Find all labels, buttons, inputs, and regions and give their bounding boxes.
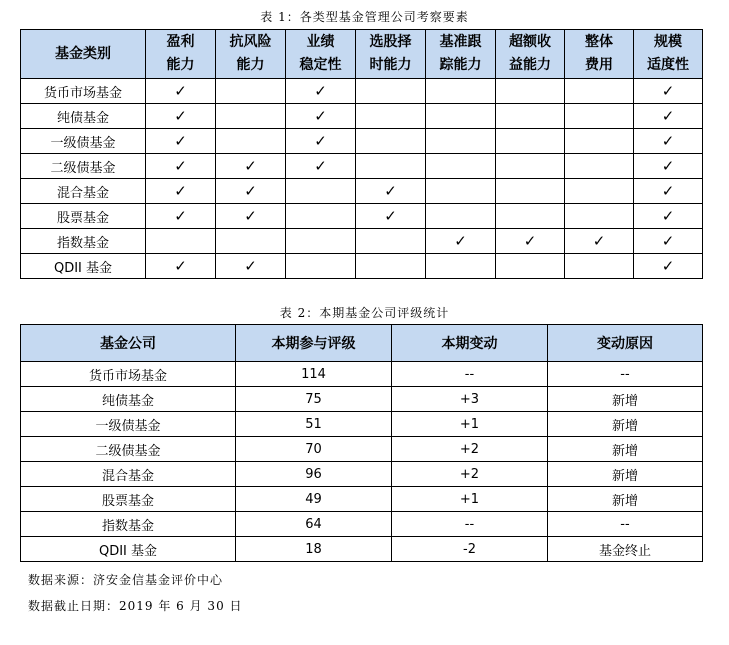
change-reason-cell: 新增 [548,462,703,487]
checkmark-icon: ✓ [523,232,537,250]
table2-header-row [21,325,703,362]
table1-header-cell [216,30,286,79]
factor-cell [146,79,216,104]
factor-cell [565,129,634,154]
table-row [21,487,703,512]
table1-header-text: 基准跟 [439,34,482,50]
factor-cell [356,254,426,279]
factor-cell [146,154,216,179]
factor-cell [565,104,634,129]
table2-caption: 表 2：本期基金公司评级统计 [279,306,450,320]
table-row [21,129,703,154]
factor-cell [634,254,703,279]
participation-count-cell: 70 [236,437,392,462]
table-row [21,537,703,562]
factor-cell [426,229,496,254]
factor-cell [146,104,216,129]
table1-header-text: 稳定性 [299,57,342,73]
evaluation-factors-table [20,29,703,279]
table2-header-cell: 本期变动 [392,325,548,362]
factor-cell [634,179,703,204]
factor-cell [286,229,356,254]
factor-cell [565,179,634,204]
factor-cell [356,104,426,129]
change-cell: -- [392,362,548,387]
factor-cell [496,204,565,229]
table1-header-text: 规模 [654,34,682,50]
table1-header-text: 益能力 [509,57,551,73]
checkmark-icon: ✓ [384,207,397,225]
participation-count-cell: 18 [236,537,392,562]
checkmark-icon: ✓ [661,232,675,250]
change-reason-cell: 新增 [548,412,703,437]
factor-cell [426,204,496,229]
table-row [21,387,703,412]
factor-cell [356,129,426,154]
table-row [21,362,703,387]
rating-statistics-table [20,324,703,562]
factor-cell [286,129,356,154]
factor-cell [216,129,286,154]
factor-cell [565,229,634,254]
change-cell: +2 [392,437,548,462]
checkmark-icon: ✓ [174,207,187,225]
table1-header-cell [286,30,356,79]
factor-cell [286,254,356,279]
change-reason-cell: 基金终止 [548,537,703,562]
change-cell: -2 [392,537,548,562]
table-row [21,104,703,129]
checkmark-icon: ✓ [661,257,675,275]
table1-header-text: 选股择 [369,34,412,50]
checkmark-icon: ✓ [661,157,675,175]
fund-type-cell: 货币市场基金 [21,79,146,104]
factor-cell [216,104,286,129]
factor-cell [634,229,703,254]
change-reason-cell: 新增 [548,387,703,412]
checkmark-icon: ✓ [314,107,327,125]
table1-header-text: 抗风险 [229,34,272,50]
factor-cell [216,254,286,279]
table1-header-text: 盈利 [166,34,195,50]
factor-cell [426,254,496,279]
table-row [21,512,703,537]
table1-header-text: 基金类别 [55,45,111,62]
table1-header-text: 整体 [585,34,613,50]
checkmark-icon: ✓ [314,82,327,100]
factor-cell [146,254,216,279]
factor-cell [496,129,565,154]
factor-cell [216,179,286,204]
factor-cell [356,154,426,179]
checkmark-icon: ✓ [174,132,187,150]
table1-header-text: 时能力 [369,57,412,73]
factor-cell [565,254,634,279]
checkmark-icon: ✓ [661,82,675,100]
fund-company-cell: 纯债基金 [21,387,236,412]
table1-header-cell [634,30,703,79]
participation-count-cell: 75 [236,387,392,412]
factor-cell [146,179,216,204]
checkmark-icon: ✓ [592,232,606,250]
checkmark-icon: ✓ [174,257,187,275]
data-cutoff-note: 数据截止日期：2019 年 6 月 30 日 [28,599,243,613]
change-cell: +1 [392,412,548,437]
factor-cell [496,254,565,279]
factor-cell [286,154,356,179]
table-row [21,437,703,462]
checkmark-icon: ✓ [454,232,467,250]
checkmark-icon: ✓ [174,157,187,175]
table1-header-text: 能力 [236,57,265,73]
table-row [21,412,703,437]
table1-header-text: 业绩 [306,34,335,50]
factor-cell [565,204,634,229]
table-row [21,254,703,279]
checkmark-icon: ✓ [174,82,187,100]
change-reason-cell: -- [548,512,703,537]
participation-count-cell: 49 [236,487,392,512]
table1-header-cell [21,30,146,79]
factor-cell [356,79,426,104]
table1-header-cell [356,30,426,79]
table2-header-cell: 本期参与评级 [236,325,392,362]
checkmark-icon: ✓ [244,182,257,200]
change-cell: +3 [392,387,548,412]
table-row [21,154,703,179]
checkmark-icon: ✓ [244,157,257,175]
factor-cell [565,154,634,179]
factor-cell [496,104,565,129]
table1-header-cell [146,30,216,79]
change-cell: +1 [392,487,548,512]
checkmark-icon: ✓ [244,207,257,225]
factor-cell [426,79,496,104]
table-row [21,179,703,204]
table-row [21,79,703,104]
table-row [21,204,703,229]
fund-company-cell: 指数基金 [21,512,236,537]
checkmark-icon: ✓ [661,207,675,225]
change-reason-cell: -- [548,362,703,387]
participation-count-cell: 51 [236,412,392,437]
checkmark-icon: ✓ [661,182,675,200]
participation-count-cell: 96 [236,462,392,487]
table1-header-text: 适度性 [647,57,689,73]
fund-company-cell: 混合基金 [21,462,236,487]
change-reason-cell: 新增 [548,487,703,512]
factor-cell [216,204,286,229]
table-row [21,229,703,254]
factor-cell [286,104,356,129]
factor-cell [146,229,216,254]
factor-cell [634,129,703,154]
factor-cell [634,154,703,179]
factor-cell [634,79,703,104]
factor-cell [634,104,703,129]
factor-cell [356,229,426,254]
fund-type-cell: 二级债基金 [21,154,146,179]
table1-header-text: 费用 [585,57,613,73]
factor-cell [286,204,356,229]
fund-type-cell: 混合基金 [21,179,146,204]
participation-count-cell: 114 [236,362,392,387]
table1-header-cell [565,30,634,79]
factor-cell [146,129,216,154]
checkmark-icon: ✓ [314,132,327,150]
factor-cell [426,129,496,154]
factor-cell [496,154,565,179]
change-cell: +2 [392,462,548,487]
checkmark-icon: ✓ [661,132,675,150]
factor-cell [356,179,426,204]
factor-cell [634,204,703,229]
change-reason-cell: 新增 [548,437,703,462]
table1-header-text: 踪能力 [439,57,482,73]
checkmark-icon: ✓ [314,157,327,175]
factor-cell [426,154,496,179]
factor-cell [216,79,286,104]
fund-type-cell: 股票基金 [21,204,146,229]
fund-type-cell: 纯债基金 [21,104,146,129]
table2-header-cell: 变动原因 [548,325,703,362]
fund-company-cell: 货币市场基金 [21,362,236,387]
table2-header-cell: 基金公司 [21,325,236,362]
factor-cell [496,229,565,254]
table-row [21,462,703,487]
factor-cell [216,229,286,254]
change-cell: -- [392,512,548,537]
factor-cell [216,154,286,179]
table1-caption: 表 1：各类型基金管理公司考察要素 [260,10,469,24]
factor-cell [146,204,216,229]
factor-cell [496,79,565,104]
checkmark-icon: ✓ [174,182,187,200]
table1-header-cell [496,30,565,79]
fund-type-cell: 一级债基金 [21,129,146,154]
factor-cell [426,179,496,204]
data-source-note: 数据来源：济安金信基金评价中心 [28,573,224,587]
checkmark-icon: ✓ [174,107,187,125]
fund-type-cell: 指数基金 [21,229,146,254]
factor-cell [496,179,565,204]
factor-cell [286,79,356,104]
fund-type-cell: QDII 基金 [21,254,146,279]
table1-header-row [21,30,703,79]
fund-company-cell: QDII 基金 [21,537,236,562]
table1-header-text: 能力 [166,57,195,73]
participation-count-cell: 64 [236,512,392,537]
checkmark-icon: ✓ [661,107,675,125]
table1-header-cell [426,30,496,79]
checkmark-icon: ✓ [244,257,257,275]
fund-company-cell: 股票基金 [21,487,236,512]
factor-cell [426,104,496,129]
fund-company-cell: 二级债基金 [21,437,236,462]
table1-header-text: 超额收 [509,34,551,50]
factor-cell [286,179,356,204]
checkmark-icon: ✓ [384,182,397,200]
factor-cell [565,79,634,104]
fund-company-cell: 一级债基金 [21,412,236,437]
factor-cell [356,204,426,229]
